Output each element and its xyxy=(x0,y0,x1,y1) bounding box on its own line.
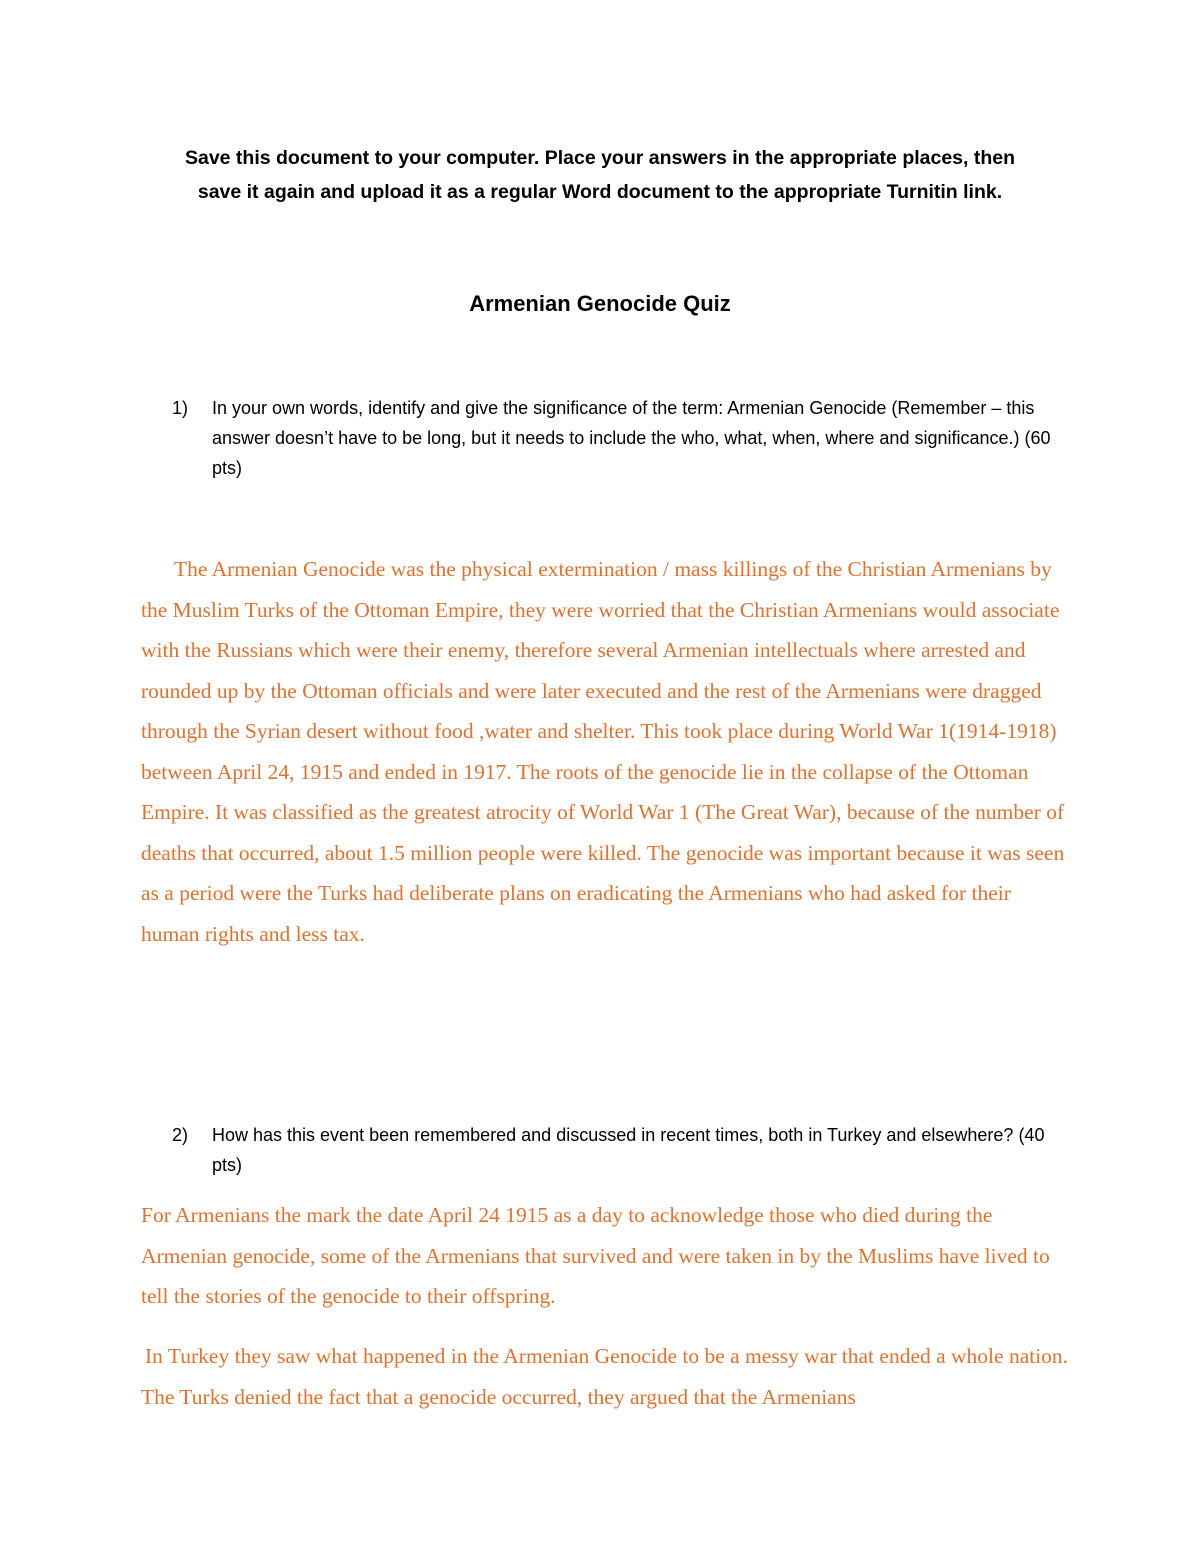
question-1-number: 1) xyxy=(172,398,189,418)
answer-1-paragraph: The Armenian Genocide was the physical extermination / mass killings of the Christian Armenians by the Muslim Turks of the Ottoman Empire, they were worried that the Christian Armenians would associate with the Russians which were their enemy, therefore several Armenian intellectuals where arrested and rounded up by the Ottoman officials and were later executed and the rest of the Armenians were dragged through the Syrian desert without food ,water and shelter. This took place during World War 1(1914-1918) between April 24, 1915 and ended in 1917. The roots of the genocide lie in the collapse of the Ottoman Empire. It was classified as the greatest atrocity of World War 1 (The Great War), because of the number of deaths that occurred, about 1.5 million people were killed. The genocide was important because it was seen as a period were the Turks had deliberate plans on eradicating the Armenians who had asked for their human rights and less tax. xyxy=(141,557,1065,946)
question-1-text: In your own words, identify and give the significance of the term: Armenian Genocide (Remember – this answer doesn’t have to be long, but it needs to include the who, what, when, where and significance.) (60 pts) xyxy=(212,398,1051,478)
quiz-title: Armenian Genocide Quiz xyxy=(469,291,731,316)
question-2 xyxy=(172,1120,1072,1180)
question-2-number: 2) xyxy=(172,1125,189,1145)
instructions-line-2: save it again and upload it as a regular Word document to the appropriate Turnitin link. xyxy=(197,181,1003,203)
instructions xyxy=(100,141,1100,209)
question-1 xyxy=(172,393,1072,483)
instructions-line-1: Save this document to your computer. Place your answers in the appropriate places, then xyxy=(184,147,1016,169)
question-2-text: How has this event been remembered and discussed in recent times, both in Turkey and elsewhere? (40 pts) xyxy=(212,1125,1045,1175)
answer-2-paragraph-2: In Turkey they saw what happened in the Armenian Genocide to be a messy war that ended a whole nation. The Turks denied the fact that a genocide occurred, they argued that the Armenians xyxy=(141,1344,1069,1409)
answer-2-paragraph-1: For Armenians the mark the date April 24 1915 as a day to acknowledge those who died during the Armenian genocide, some of the Armenians that survived and were taken in by the Muslims have lived to tell the stories of the genocide to their offspring. xyxy=(141,1203,1050,1308)
